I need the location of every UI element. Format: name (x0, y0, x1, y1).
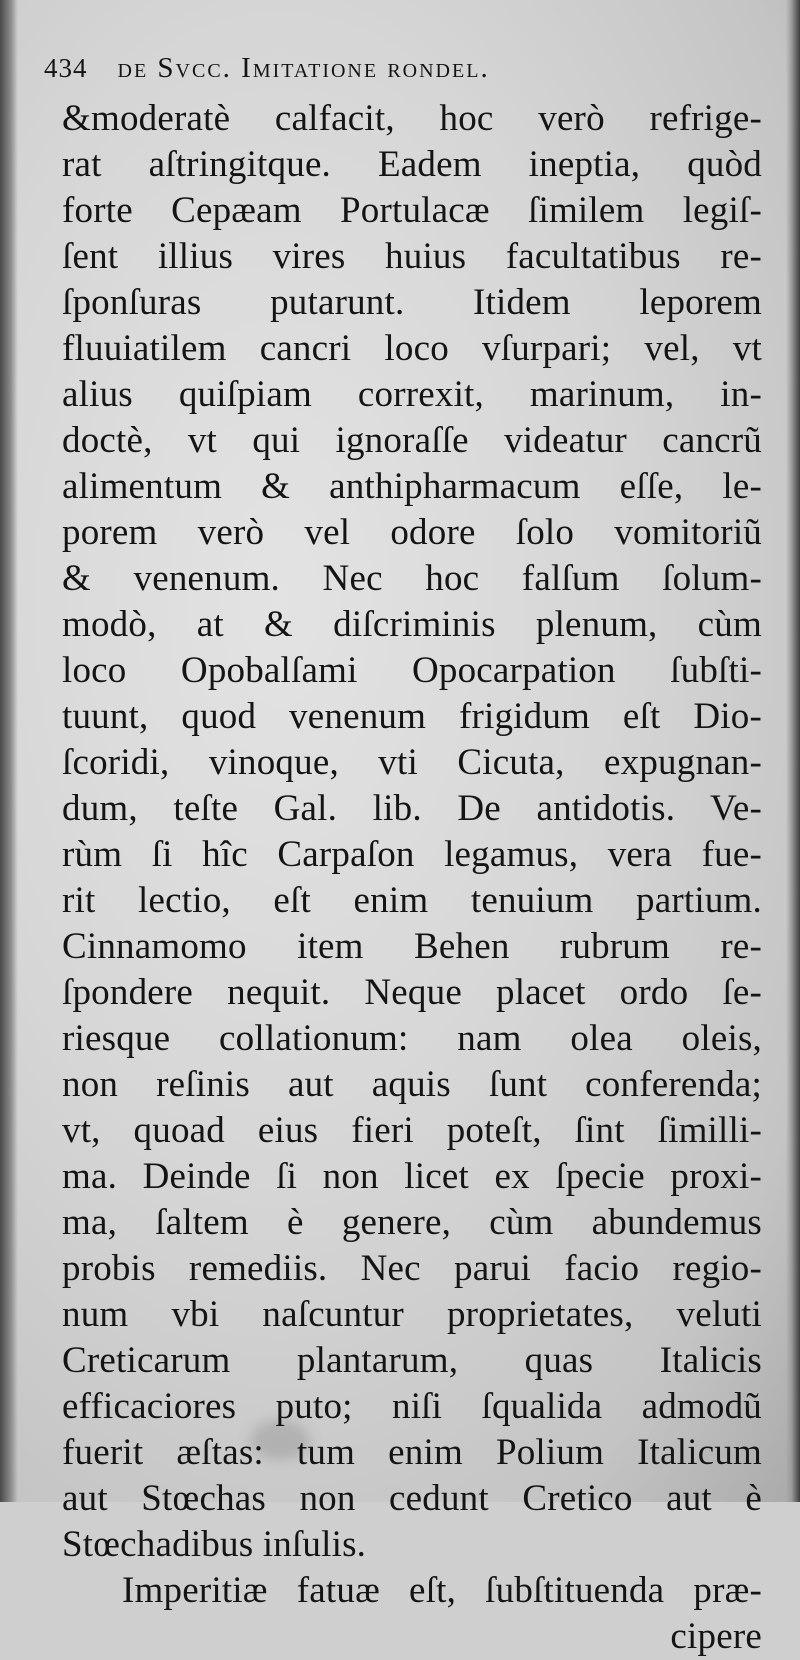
text-line: modò, at & diſcriminis plenum, cùm (62, 604, 762, 645)
text-line: fluuiatilem cancri loco vſurpari; vel, vt (62, 328, 762, 369)
paragraph-end-line: Stœchadibus inſulis. (62, 1524, 367, 1565)
text-line: rat aſtringitque. Eadem ineptia, quòd (62, 144, 762, 185)
text-line: ſpondere nequit. Neque placet ordo ſe- (62, 972, 762, 1013)
text-line: probis remediis. Nec parui facio regio- (62, 1248, 762, 1289)
text-line: &moderatè calfacit, hoc verò refrige- (62, 98, 762, 139)
page-header (44, 52, 744, 92)
text-line: alimentum & anthipharmacum eſſe, le- (62, 466, 762, 507)
text-line: efficaciores puto; niſi ſqualida admodũ (62, 1386, 762, 1427)
text-line: Creticarum plantarum, quas Italicis (62, 1340, 762, 1381)
text-line: ma, ſaltem è genere, cùm abundemus (62, 1202, 762, 1243)
text-line: ſcoridi, vinoque, vti Cicuta, expugnan- (62, 742, 762, 783)
text-line: non reſinis aut aquis ſunt conferenda; (62, 1064, 762, 1105)
running-head: de Svcc. Imitatione rondel. (117, 52, 490, 84)
page-edge-shadow-left (0, 0, 18, 1502)
text-line: dum, teſte Gal. lib. De antidotis. Ve- (62, 788, 762, 829)
text-line: ſent illius vires huius facultatibus re- (62, 236, 762, 277)
text-line: vt, quoad eius fieri poteſt, ſint ſimilli- (62, 1110, 762, 1151)
text-line: & venenum. Nec hoc falſum ſolum- (62, 558, 762, 599)
text-line: porem verò vel odore ſolo vomitoriũ (62, 512, 762, 553)
text-line: rùm ſi hîc Carpaſon legamus, vera fue- (62, 834, 762, 875)
text-line: doctè, vt qui ignoraſſe videatur cancrũ (62, 420, 762, 461)
body-text (62, 96, 762, 1660)
page-number: 434 (44, 53, 88, 83)
text-line: tuunt, quod venenum frigidum eſt Dio- (62, 696, 762, 737)
text-line: loco Opobalſami Opocarpation ſubſti- (62, 650, 762, 691)
text-line: ma. Deinde ſi non licet ex ſpecie proxi- (62, 1156, 762, 1197)
text-line: rit lectio, eſt enim tenuium partium. (62, 880, 762, 921)
text-line: forte Cepæam Portulacæ ſimilem legiſ- (62, 190, 762, 231)
new-paragraph-line: Imperitiæ fatuæ eſt, ſubſtituenda præ- (122, 1570, 762, 1611)
page-edge-shadow-right (786, 0, 800, 1502)
text-line: ſponſuras putarunt. Itidem leporem (62, 282, 762, 323)
text-line: num vbi naſcuntur proprietates, veluti (62, 1294, 762, 1335)
catchword: cipere (670, 1616, 762, 1657)
text-line: Cinnamomo item Behen rubrum re- (62, 926, 762, 967)
text-line: aut Stœchas non cedunt Cretico aut è (62, 1478, 762, 1519)
text-line: alius quiſpiam correxit, marinum, in- (62, 374, 762, 415)
text-line: riesque collationum: nam olea oleis, (62, 1018, 762, 1059)
text-line: fuerit æſtas: tum enim Polium Italicum (62, 1432, 762, 1473)
